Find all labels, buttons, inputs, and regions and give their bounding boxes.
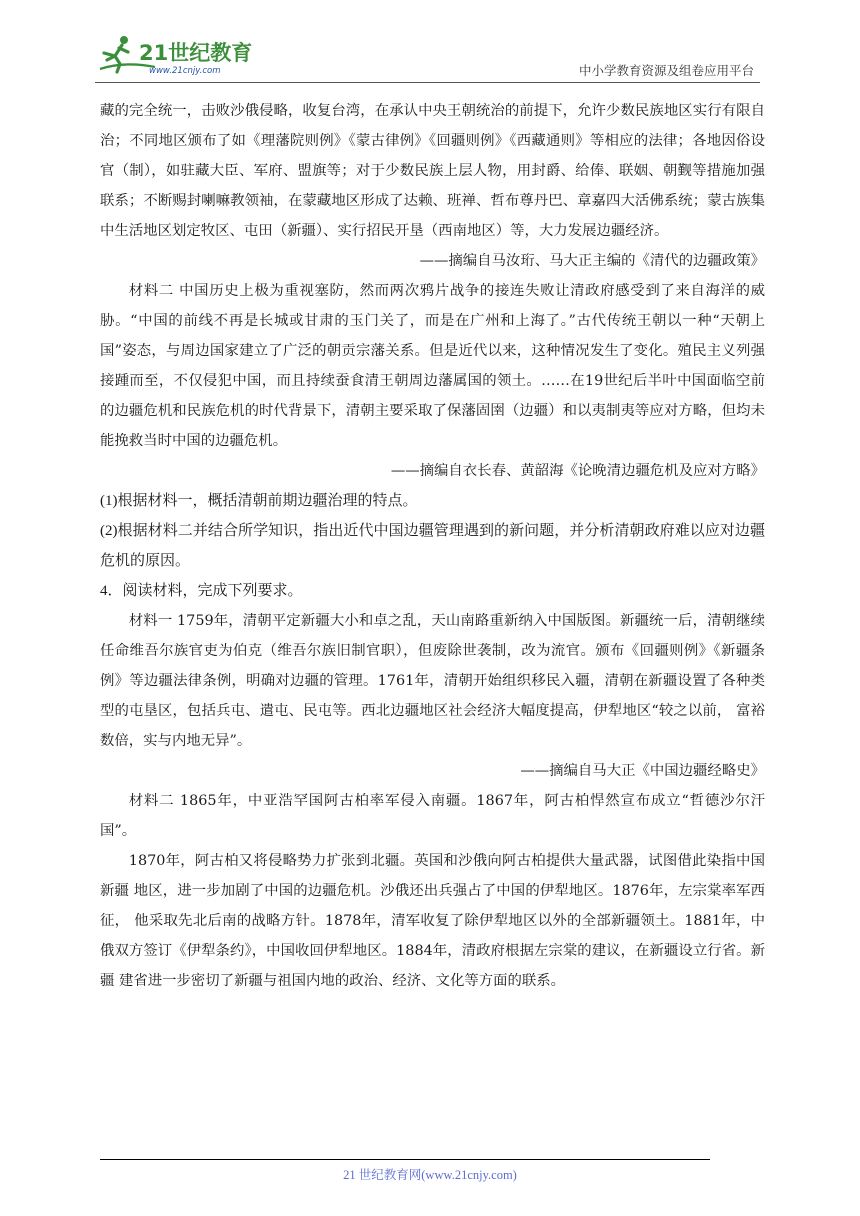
source-citation: ——摘编自马大正《中国边疆经略史》 bbox=[520, 763, 765, 779]
paragraph-material-2-continued: 1870年，阿古柏又将侵略势力扩张到北疆。英国和沙俄向阿古柏提供大量武器，试图借此染指中国新疆 地区，进一步加剧了中国的边疆危机。沙俄还出兵强占了中国的伊犁地区。1876年，左宗棠率军西征， 他采取先北后南的战略方针。1878年，清军收复了除伊犁地区以外的全部新疆领土。1881年，中俄双方签订《伊犁条约》，中国收回伊犁地区。1884年，清政府根据左宗棠的建议，在新疆设立行省。新疆 建省进一步密切了新疆与祖国内地的政治、经济、文化等方面的联系。 bbox=[100, 853, 765, 989]
paragraph-material-1: 材料一 1759年，清朝平定新疆大小和卓之乱，天山南路重新纳入中国版图。新疆统一后，清朝继续任命维吾尔族官吏为伯克（维吾尔族旧制官职），但废除世袭制，改为流官。颁布《回疆则例》《新疆条例》等边疆法律条例，明确对边疆的管理。1761年，清朝开始组织移民入疆，清朝在新疆设置了各种类型的屯垦区，包括兵屯、遣屯、民屯等。西北边疆地区社会经济大幅度提高，伊犁地区“较之以前， 富裕数倍，实与内地无异”。 bbox=[100, 613, 765, 749]
footer-divider bbox=[100, 1159, 710, 1160]
question-2: (2)根据材料二并结合所学知识，指出近代中国边疆管理遇到的新问题，并分析清朝政府难以应对边疆危机的原因。 bbox=[100, 523, 765, 569]
paragraph-material-2: 材料二 1865年，中亚浩罕国阿古柏率军侵入南疆。1867年，阿古柏悍然宣布成立“哲德沙尔汗国”。 bbox=[100, 793, 765, 839]
document-body bbox=[100, 96, 765, 996]
source-citation: ——摘编自马汝珩、马大正主编的《清代的边疆政策》 bbox=[419, 253, 765, 269]
source-citation: ——摘编自衣长春、黄韶海《论晚清边疆危机及应对方略》 bbox=[390, 463, 765, 479]
logo bbox=[95, 34, 265, 78]
platform-name: 中小学教育资源及组卷应用平台 bbox=[578, 63, 754, 78]
question-1: (1)根据材料一，概括清朝前期边疆治理的特点。 bbox=[100, 493, 418, 509]
logo-text: 21世纪教育 bbox=[139, 41, 253, 65]
paragraph-material-1-continued: 藏的完全统一，击败沙俄侵略，收复台湾，在承认中央王朝统治的前提下，允许少数民族地区实行有限自治；不同地区颁布了如《理藩院则例》《蒙古律例》《回疆则例》《西藏通则》等相应的法律；各地因俗设官（制），如驻藏大臣、军府、盟旗等；对于少数民族上层人物，用封爵、给俸、联姻、朝觐等措施加强联系；不断赐封喇嘛教领袖，在蒙藏地区形成了达赖、班禅、哲布尊丹巴、章嘉四大活佛系统；蒙古族集中生活地区划定牧区、屯田（新疆）、实行招民开垦（西南地区）等，大力发展边疆经济。 bbox=[100, 103, 765, 239]
logo-url: www.21cnjy.com bbox=[149, 66, 221, 76]
footer-link[interactable]: 21 世纪教育网(www.21cnjy.com) bbox=[343, 1168, 517, 1182]
paragraph-material-2: 材料二 中国历史上极为重视塞防，然而两次鸦片战争的接连失败让清政府感受到了来自海洋的威胁。“中国的前线不再是长城或甘肃的玉门关了，而是在广州和上海了。”古代传统王朝以一种“天朝上国”姿态，与周边国家建立了广泛的朝贡宗藩关系。但是近代以来，这种情况发生了变化。殖民主义列强接踵而至，不仅侵犯中国，而且持续蚕食清王朝周边藩属国的领土。……在19世纪后半叶中国面临空前的边疆危机和民族危机的时代背景下，清朝主要采取了保藩固圉（边疆）和以夷制夷等应对方略，但均未能挽救当时中国的边疆危机。 bbox=[100, 283, 765, 449]
page-header bbox=[95, 34, 760, 83]
runner-logo-icon bbox=[95, 34, 265, 78]
item-4-heading: 4．阅读材料，完成下列要求。 bbox=[100, 583, 303, 599]
